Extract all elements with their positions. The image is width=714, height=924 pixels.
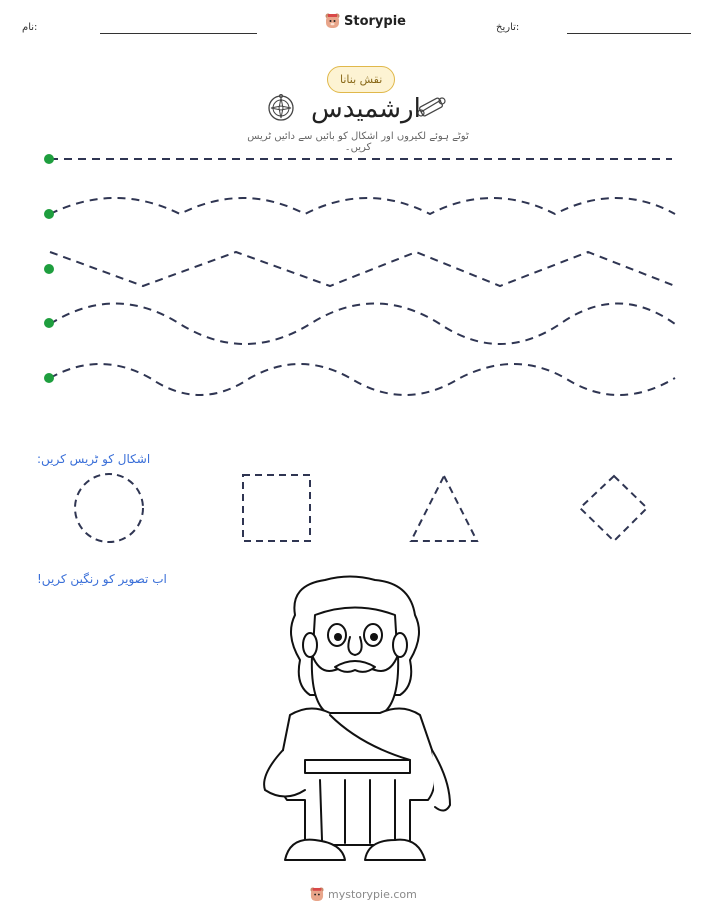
archimedes-coloring-image	[250, 575, 465, 870]
wave-trace-line-3	[50, 364, 675, 395]
wave-trace-line-1	[50, 198, 675, 214]
trace-shapes	[0, 465, 714, 555]
footer-link[interactable]: mystorypie.com	[328, 888, 417, 901]
name-label: نام:	[22, 22, 38, 33]
trace-triangle	[411, 476, 477, 541]
footer	[310, 887, 417, 902]
bear-icon	[310, 887, 324, 902]
start-dot	[44, 209, 54, 219]
page-title: ارشمیدس	[311, 94, 421, 124]
start-dot	[44, 154, 54, 164]
start-dot	[44, 318, 54, 328]
trace-square	[243, 475, 310, 541]
wave-trace-line-2	[50, 304, 675, 345]
shapes-heading: اشکال کو ٹریس کریں:	[37, 452, 151, 466]
brand-name: Storypie	[344, 13, 406, 29]
coloring-heading: اب تصویر کو رنگین کریں!	[37, 572, 167, 586]
tracing-lines	[0, 0, 714, 420]
date-label: تاریخ:	[496, 22, 520, 33]
activity-badge: نقش بنانا	[327, 66, 395, 93]
trace-circle	[75, 474, 143, 542]
start-dot	[44, 373, 54, 383]
instructions: ٹوٹے ہوئے لکیروں اور اشکال کو بائیں سے دائیں ٹریس کریں۔	[247, 131, 469, 153]
start-dot	[44, 264, 54, 274]
trace-diamond	[580, 476, 647, 541]
zigzag-trace-line	[50, 252, 675, 286]
